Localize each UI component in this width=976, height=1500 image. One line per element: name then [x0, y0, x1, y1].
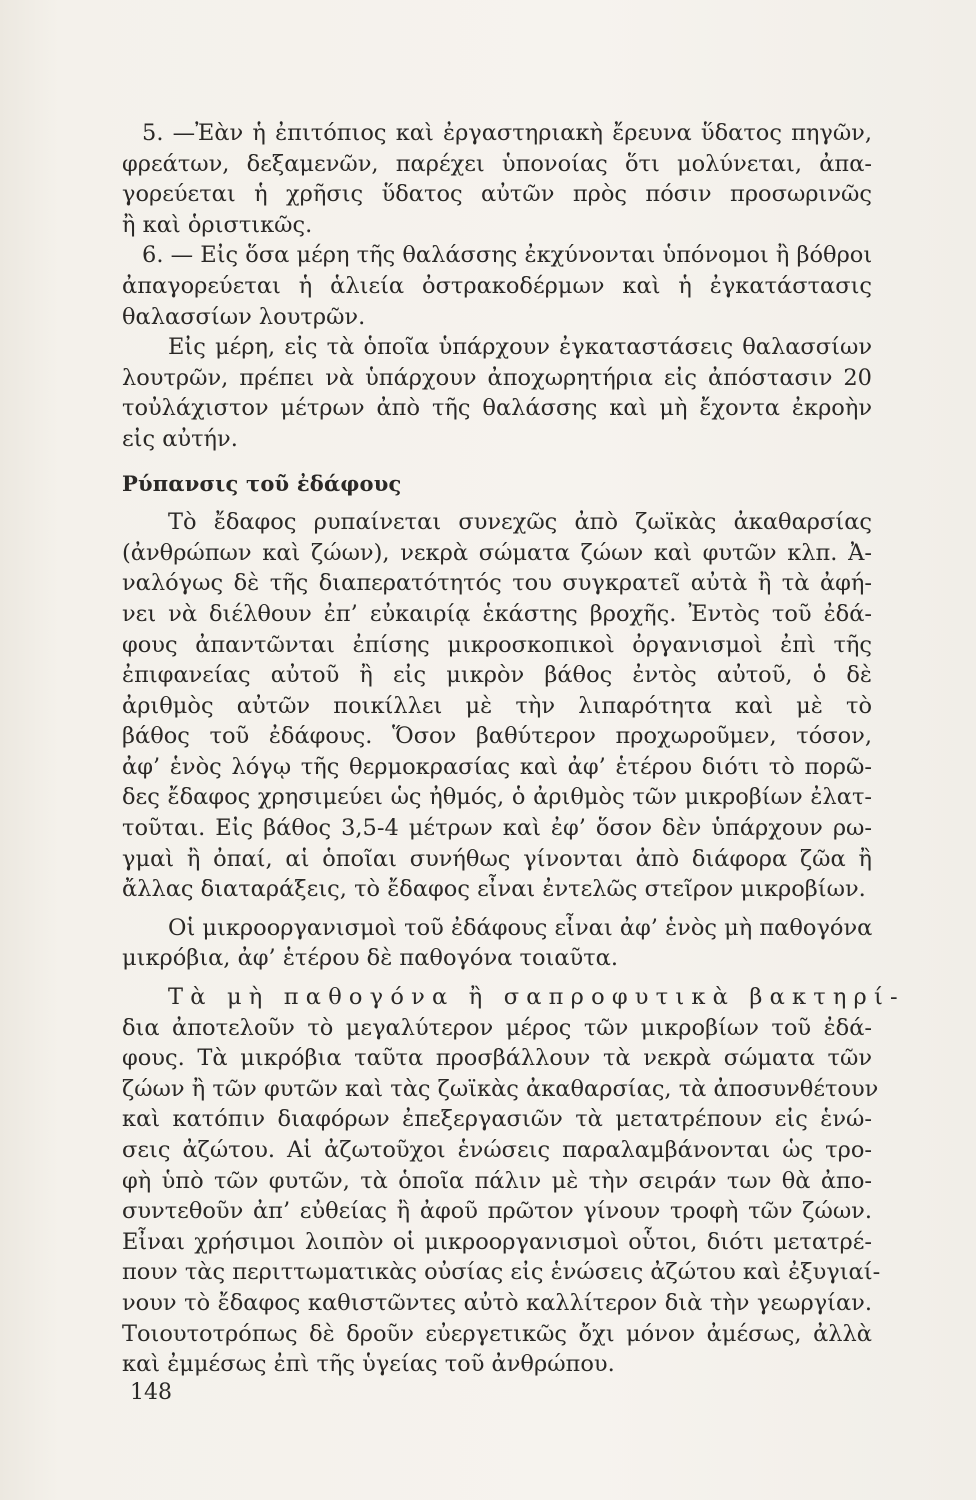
text-line: φους. Τὰ μικρόβια ταῦτα προσβάλλουν τὰ νεκρὰ σώματα τῶν [122, 1045, 872, 1072]
text-line: φους ἀπαντῶνται ἐπίσης μικροσκοπικοὶ ὀργανισμοὶ ἐπὶ τῆς [122, 631, 872, 658]
text-line: ἐπιφανείας αὐτοῦ ἢ εἰς μικρὸν βάθος ἐντὸς αὐτοῦ, ὁ δὲ [122, 662, 872, 689]
spacer [122, 499, 872, 507]
paragraph-sea-baths [122, 332, 872, 454]
text-line: νει νὰ διέλθουν ἐπ’ εὐκαιρίᾳ ἑκάστης βροχῆς. Ἐντὸς τοῦ ἐδά- [122, 600, 872, 627]
text-line: γμαὶ ἢ ὀπαί, αἱ ὁποῖαι συνήθως γίνονται ἀπὸ διάφορα ζῶα ἢ [122, 845, 872, 872]
text-line: 5. —Ἐὰν ἡ ἐπιτόπιος καὶ ἐργαστηριακὴ ἔρευνα ὕδατος πηγῶν, [142, 120, 872, 146]
text-line: θαλασσίων λουτρῶν. [122, 303, 366, 330]
paragraph-soil-pollution [122, 507, 872, 905]
spacer [122, 974, 872, 982]
text-line: τοῦται. Εἰς βάθος 3,5-4 μέτρων καὶ ἐφ’ ὅσον δὲν ὑπάρχουν ρω- [122, 815, 872, 842]
text-line: καὶ κατόπιν διαφόρων ἐπεξεργασιῶν τὰ μετατρέπουν εἰς ἑνώ- [122, 1106, 872, 1133]
text-line: ἢ καὶ ὁριστικῶς. [122, 211, 313, 238]
text-line: μικρόβια, ἀφ’ ἑτέρου δὲ παθογόνα τοιαῦτα. [122, 945, 618, 972]
text-line: δες ἔδαφος χρησιμεύει ὡς ἠθμός, ὁ ἀριθμὸς τῶν μικροβίων ἐλατ- [122, 784, 872, 811]
text-line: καὶ ἐμμέσως ἐπὶ τῆς ὑγείας τοῦ ἀνθρώπου. [122, 1351, 615, 1378]
text-line: ναλόγως δὲ τῆς διαπερατότητός του συγκρατεῖ αὐτὰ ἢ τὰ ἀφή- [122, 570, 872, 597]
text-line: τοὐλάχιστον μέτρων ἀπὸ τῆς θαλάσσης καὶ μὴ ἔχοντα ἐκροὴν [122, 395, 872, 422]
text-line: γορεύεται ἡ χρῆσις ὕδατος αὐτῶν πρὸς πόσιν προσωρινῶς [122, 181, 872, 208]
text-line: φρεάτων, δεξαμενῶν, παρέχει ὑπονοίας ὅτι μολύνεται, ἀπα- [122, 150, 872, 177]
page-number: 148 [130, 1380, 172, 1405]
text-line: νουν τὸ ἔδαφος καθιστῶντες αὐτὸ καλλίτερον διὰ τὴν γεωργίαν. [122, 1289, 872, 1316]
text-line: φὴ ὑπὸ τῶν φυτῶν, τὰ ὁποῖα πάλιν μὲ τὴν σειράν των θὰ ἀπο- [122, 1167, 872, 1194]
text-line: ζώων ἢ τῶν φυτῶν καὶ τὰς ζωϊκὰς ἀκαθαρσίας, τὰ ἀποσυνθέτουν [122, 1075, 879, 1102]
text-line: Τοιουτοτρόπως δὲ δροῦν εὐεργετικῶς ὄχι μόνον ἀμέσως, ἀλλὰ [122, 1320, 872, 1347]
text-line: 6. — Εἰς ὅσα μέρη τῆς θαλάσσης ἐκχύνονται ὑπόνομοι ἢ βόθροι [142, 242, 873, 269]
paragraph-microorganisms [122, 913, 872, 974]
text-line: σεις ἀζώτου. Αἱ ἀζωτοῦχοι ἑνώσεις παραλαμβάνονται ὡς τρο- [122, 1137, 872, 1163]
text-line: Εἶναι χρήσιμοι λοιπὸν οἱ μικροοργανισμοὶ οὗτοι, διότι μετατρέ- [122, 1228, 872, 1255]
text-line: πουν τὰς περιττωματικὰς οὐσίας εἰς ἑνώσεις ἀζώτου καὶ ἐξυγιαί- [122, 1259, 881, 1286]
text-line: Τὰ μὴ παθογόνα ἢ σαπροφυτικὰ βακτηρί- [168, 984, 905, 1011]
body-text [122, 118, 905, 1380]
paragraph-item-6 [122, 240, 872, 332]
paragraph-saprophytic-bacteria [122, 982, 905, 1380]
text-line: βάθος τοῦ ἐδάφους. Ὅσον βαθύτερον προχωροῦμεν, τόσον, [122, 723, 872, 750]
text-line: Τὸ ἔδαφος ρυπαίνεται συνεχῶς ἀπὸ ζωϊκὰς ἀκαθαρσίας [168, 509, 872, 536]
text-line: (ἀνθρώπων καὶ ζώων), νεκρὰ σώματα ζώων καὶ φυτῶν κλπ. Ἀ- [122, 539, 872, 566]
text-line: Οἱ μικροοργανισμοὶ τοῦ ἐδάφους εἶναι ἀφ’ ἑνὸς μὴ παθογόνα [168, 914, 873, 941]
text-line: λουτρῶν, πρέπει νὰ ὑπάρχουν ἀποχωρητήρια εἰς ἀπόστασιν 20 [122, 364, 872, 391]
spacer [122, 455, 872, 469]
text-line: εἰς αὐτήν. [122, 425, 238, 452]
text-line: ἀριθμὸς αὐτῶν ποικίλλει μὲ τὴν λιπαρότητα καὶ μὲ τὸ [122, 692, 872, 719]
text-line: ἄλλας διαταράξεις, τὸ ἔδαφος εἶναι ἐντελῶς στεῖρον μικροβίων. [122, 876, 866, 903]
spacer [122, 905, 872, 913]
text-line: ἀπαγορεύεται ἡ ἁλιεία ὀστρακοδέρμων καὶ ἡ ἐγκατάστασις [122, 272, 872, 299]
section-heading: Ρύπανσις τοῦ ἐδάφους [122, 470, 402, 496]
paragraph-item-5 [122, 118, 872, 240]
text-line: δια ἀποτελοῦν τὸ μεγαλύτερον μέρος τῶν μικροβίων τοῦ ἐδά- [122, 1014, 872, 1041]
text-line: συντεθοῦν ἀπ’ εὐθείας ἢ ἀφοῦ πρῶτον γίνουν τροφὴ τῶν ζώων. [122, 1198, 872, 1225]
text-line: Εἰς μέρη, εἰς τὰ ὁποῖα ὑπάρχουν ἐγκαταστάσεις θαλασσίων [168, 334, 872, 361]
text-line: ἀφ’ ἑνὸς λόγῳ τῆς θερμοκρασίας καὶ ἀφ’ ἑτέρου διότι τὸ πορῶ- [122, 753, 872, 780]
